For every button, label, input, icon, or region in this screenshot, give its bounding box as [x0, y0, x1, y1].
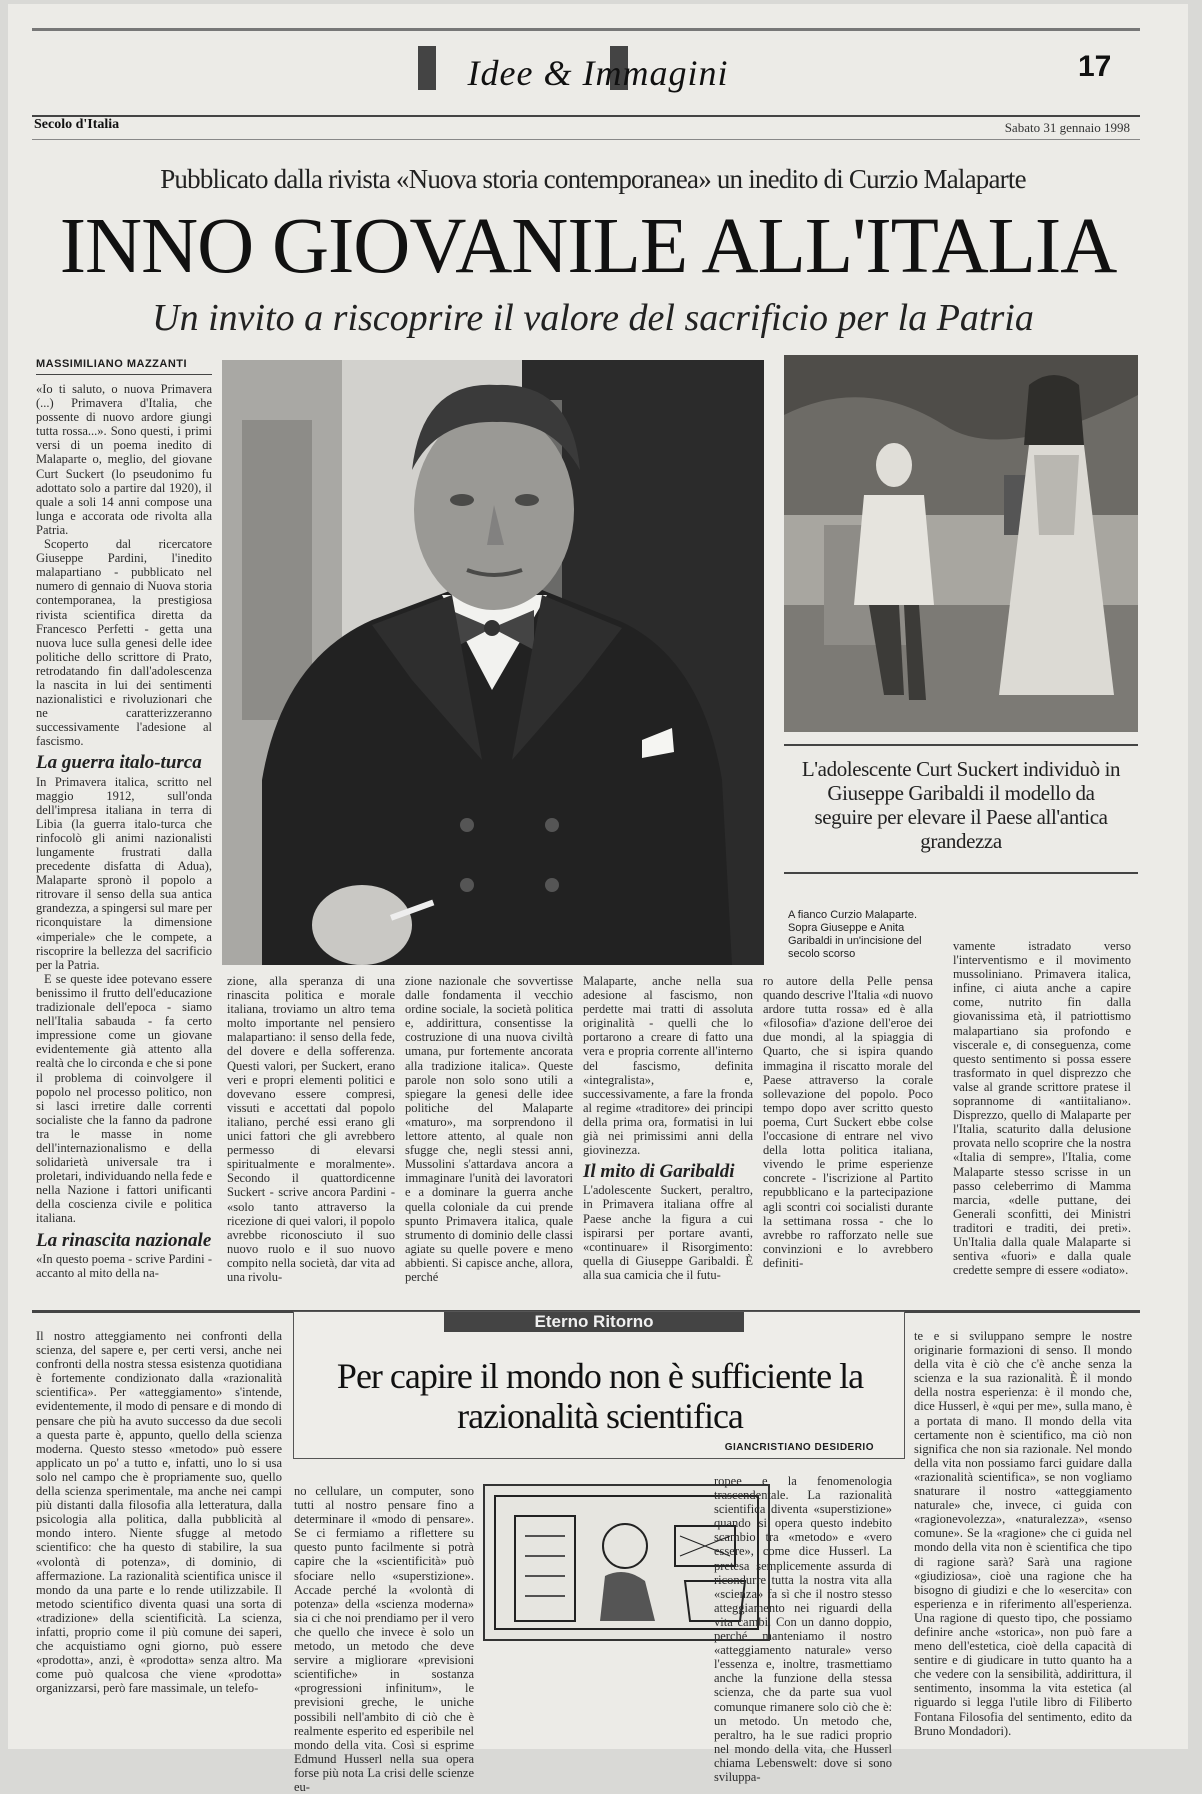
subheading-rinascita: La rinascita nazionale [36, 1229, 212, 1251]
article-column-6 [953, 939, 1131, 1278]
column-text-1 [36, 1329, 282, 1739]
subheadline: Un invito a riscoprire il valore del sacrificio per la Patria [152, 297, 1034, 339]
top-rule [32, 28, 1140, 31]
photo-caption: A fianco Curzio Malaparte. Sopra Giuseppe e Anita Garibaldi in un'incisione del secolo scorso [788, 909, 922, 960]
paragraph: vamente istradato verso l'interventismo e il movimento mussoliniano. Primavera italica, infine, ci aiuta anche a capire come, nutrito fin dalla giovanissima età, il patriottismo malapartiano sia profondo e viscerale e, di conseguenza, come questo sentimento si possa essere trasformato in quel disprezzo che valse al grande scrittore pratese il soprannome di «antiitaliano». Disprezzo, quello di Malaparte per l'Italia, scaturito dalla delusione provata nello scoprire che la nostra «Italia di sempre», l'Italia, come Malaparte stesso scrisse in un passo celeberrimo di Mamma marcia, «delle puttane, dei Generali sconfitti, dei Ministri traditori e traditi, dei preti». Un'Italia dalla quale Malaparte si sentiva «fuori» e dalla quale credette sempre di essere «odiato». [953, 939, 1131, 1278]
article-column-4 [583, 974, 753, 1282]
author-byline: MASSIMILIANO MAZZANTI [36, 358, 188, 370]
engraving-illustration [784, 355, 1138, 732]
portrait-illustration [222, 360, 764, 965]
subheading-italo-turca: La guerra italo-turca [36, 752, 202, 774]
intro-paragraph: «Io ti saluto, o nuova Primavera (...) Primavera d'Italia, che possente di nuovo ardore giungi tutta rossa...». Sono questi, i primi versi di un poema inedito di Malaparte o, meglio, del giovane Curt Suckert (lo pseudonimo fu adottato solo a partire dal 1920), il quale a soli 14 anni compose una lunga e accorata ode rivolta alla Patria. [36, 382, 212, 537]
column-text-3 [714, 1474, 892, 1784]
paragraph: Scoperto dal ricercatore Giuseppe Pardini, l'inedito malapartiano - pubblicato nel numero di gennaio di Nuova storia contemporanea, la prestigiosa rivista scientifica diretta da Francesco Perfetti - getta una nuova luce sulla genesi delle idee politiche dello scrittore di Prato, retrodatando fin dall'adolescenza la nascita in lui dei sentimenti nazionalistici e rivoluzionari che ne caratterizzeranno successivamente l'adesione al fascismo. [36, 537, 212, 749]
paragraph: L'adolescente Suckert, peraltro, in Primavera italiana offre al Paese anche la figura a cui ispirarsi per portare avanti, «continuare» il Risorgimento: quella di Giuseppe Garibaldi. È alla sua camicia che il futu- [583, 1183, 753, 1282]
paragraph: «In questo poema - scrive Pardini - accanto al mito della na- [36, 1251, 212, 1280]
paragraph: zione nazionale che sovvertisse dalle fondamenta il vecchio ordine sociale, la società politica e, addirittura, consentisse la costruzione di una nuova civiltà umana, pur fortemente ancorata alla tradizione italica». Queste parole non solo sono utili a spiegare la genesi delle idee politiche del Malaparte «maturo», ma sorprendono il lettore attento, al quale non sfugge che, negli stessi anni, Mussolini s'attardava ancora a immaginare l'unità dei lavoratori e a dominare la guerra anche quella coloniale da cui prende spunto Primavera italica, quale strumento di dominio delle classi agiate su quelle povere e meno abbienti. Si capisce anche, allora, perché [405, 974, 573, 1284]
newspaper-name: Secolo d'Italia [34, 117, 120, 132]
article-column-2 [227, 974, 395, 1284]
pullquote-rule-bottom [784, 872, 1138, 874]
section-title: Idee & Immagini [467, 53, 729, 93]
column-headline: Per capire il mondo non è sufficiente la razionalità scientifica [336, 1356, 864, 1436]
article-column-1 [36, 382, 212, 1280]
paragraph: no cellulare, un computer, sono tutti al nostro pensare fino a determinare il «modo di pensare». Se ci fermiamo a riflettere su questo punto facilmente si potrà capire che la «scientificità» può sfociare nello «superstizione». Accade perché la «volontà di potenza» della «scienza moderna» sia ci che noi prendiamo per il vero che quello che invece è solo un metodo, un metodo che deve servire a migliorare «previsioni scientifiche» in sostanza «progressioni infinitum», le previsioni greche, le uniche possibili nell'ambito di ciò che è realmente esperito ed esperibile nel mondo della vita. Così si esprime Edmund Husserl nella sua opera forse più nota La crisi delle scienze eu- [294, 1484, 474, 1794]
date-rule [32, 139, 1140, 140]
paragraph: zione, alla speranza di una rinascita politica e morale italiana, troviamo un altro tema molto importante nel pensiero malapartiano: il senso della fede, del dovere e della sofferenza. Questi valori, per Suckert, erano veri e propri elementi politici e dovevano essere compresi, vissuti e accettati dal popolo italiano, perché essi erano gli unici fattori che gli avrebbero permesso di elevarsi spiritualmente e moralmente». Secondo il quattordicenne Suckert - scrive ancora Pardini - «solo tanto attraverso la ricezione di quei valori, il popolo avrebbe riconosciuto il suo nuovo ruolo e il suo nuovo compito nella società, dar vita ad una rivolu- [227, 974, 395, 1284]
garibaldi-engraving [784, 355, 1138, 732]
column-label: Eterno Ritorno [444, 1312, 744, 1332]
paragraph: ro autore della Pelle pensa quando descrive l'Italia «di nuovo ardore tutta rossa» ed è alla «filosofia» d'azione dell'eroe dei due mondi, al la spiaggia di Quarto, che si ispira quando immagina il riscatto morale del Paese attraverso la corale sollevazione del popolo. Poco tempo dopo aver scritto questo poema, Curt Suckert ebbe colse l'occasione di entrare nel vivo della lotta politica italiana, vivendo le prime esperienze concrete - l'iscrizione al Partito repubblicano e la partecipazione agli scontri coi socialisti durante la settimana rossa - che lo avrebbe ro rafforzato nelle sue convinzioni e lo avrebbero definiti- [763, 974, 933, 1270]
column-author: GIANCRISTIANO DESIDERIO [724, 1442, 874, 1453]
column-box [293, 1311, 905, 1459]
issue-date: Sabato 31 gennaio 1998 [1004, 120, 1130, 135]
paragraph: ropee e la fenomenologia trascendentale. La razionalità scientifica diventa «superstizione» quando si opera questo indebito scambio tra «metodo» e «vero essere», come dice Husserl. La pretesa semplicemente assurda di ricondurre tutta la nostra vita alla «scienza» fa sì che il nostro stesso atteggiamento nei riguardi della vita cambi. Con un danno doppio, perché manteniamo il nostro «atteggiamento naturale» verso l'essenza e, inoltre, trasmettiamo anche la funzione della stessa scienza, che da parte sua vuol comunque rimanere solo ciò che è: un metodo. Un metodo che, peraltro, ha le sue radici proprio nel mondo della vita, che Husserl chiama Lebenswelt: dove si sono sviluppa- [714, 1474, 892, 1784]
article-column-3 [405, 974, 573, 1284]
newspaper-page [8, 4, 1188, 1794]
byline-rule [36, 374, 212, 375]
paragraph: te e si sviluppano sempre le nostre originarie formazioni di senso. Il mondo della vita è ciò che c'è anche senza la scienza e la sua razionalità. È il mondo della nostra esperienza: è il mondo che, dice Husserl, è «qui per me», sulla mano, è a portata di mano. Il mondo della vita certamente non è scientifico, ma ciò non significa che non sia razionale. Nel mondo della vita non possiamo farci guidare dalla «razionalità scientifica», se non vogliamo snaturare il nostro «atteggiamento naturale» che, invece, ci guida con «ragionevolezza», «naturalezza», «senso comune». Se la «ragione» che ci guida nel mondo della vita non è scientifica che tipo di ragione sarà? Sarà una ragione «giudiziosa», cioè una ragione che ha bisogno di giudizi e che lo «esercita» con esperienza e in riferimento all'esperienza. Una ragione di questo tipo, che possiamo definire anche «storica», non può fare a meno dell'estetica, cioè della capacità di sentire e di giudicare in tutto quanto ha a che vedere con la sensibilità, addirittura, il sentimento, insomma la vita estetica (al riguardo si legga l'utile libro di Filiberto Fontana Filosofia del sentimento, edito da Bruno Mondadori). [914, 1329, 1132, 1738]
headline: INNO GIOVANILE ALL'ITALIA [59, 203, 1117, 290]
page-number: 17 [1078, 50, 1112, 83]
paragraph: Il nostro atteggiamento nei confronti della scienza, del sapere e, per certi versi, anche nei confronti della nostra stessa esistenza quotidiana è fortemente condizionato dalla «razionalità scientifica». Per «atteggiamento» s'intende, evidentemente, il modo di pensare e di mondo di pensare che più ha avuto successo da due secoli a questa parte è, appunto, quello della scienza moderna. Questo stesso «metodo» può essere applicato un po' a tutto e, infatti, uno lo si usa solo nel campo che è propriamente suo, quello della scienza sperimentale, ma anche nei campi più distanti dalla filosofia alla letteratura, dalla psicologia alla politica, dalla pubblicità al mondo intero. Niente sfugge al metodo scientifico: che ha questo di stabilire, la sua «volontà di potenza», di dominio, di affermazione. La razionalità scientifica unisce il mondo da una parte e lo rende utilizzabile. Il metodo scientifico diventa quasi una sorta di «tradizione» della scientificità. La scienza, infatti, proprio come il più comune dei saperi, che acquistiamo ogni giorno, può essere «prodotta», anzi, è «prodotta» senza altro. Ma come può qualcosa che viene «prodotta» organizzarsi, però fare massimale, un telefo- [36, 1329, 282, 1696]
article-column-5 [763, 974, 933, 1274]
paragraph: E se queste idee potevano essere benissimo il frutto dell'educazione tradizionale dell'epoca - siamo nell'Italia sabauda - fa certo impressione come un giovane evidentemente già attento alla realtà che lo circonda e che si pone il problema di coinvolgere il popolo nel processo politico, non si lasci irretire dalle correnti socialiste che la fanno da padrone tra le masse in nome dell'internazionalismo e della solidarietà universale tra i proletari, individuando nella fede e nella Nazione i fattori unificanti della coscienza civile e politica italiana. [36, 971, 212, 1226]
column-text-4 [914, 1329, 1132, 1739]
malaparte-portrait-photo [222, 360, 764, 965]
kicker: Pubblicato dalla rivista «Nuova storia contemporanea» un inedito di Curzio Malaparte [160, 164, 1026, 194]
section-logo [418, 44, 778, 94]
pullquote-rule-top [784, 744, 1138, 746]
paragraph: Malaparte, anche nella sua adesione al fascismo, non perdette mai tratti di assoluta originalità - quelli che lo portarono a creare di fatto una vera e propria corrente all'interno del fascismo, definita «integralista», e, successivamente, a fare la fronda al regime «traditore» dei principi della prima ora, formatisi in lui già nei primissimi anni della giovinezza. [583, 974, 753, 1158]
subheading-garibaldi: Il mito di Garibaldi [583, 1161, 735, 1183]
paragraph: In Primavera italica, scritto nel maggio 1912, sull'onda dell'impresa italiana in terra di Libia (la guerra italo-turca che rinfocolò gli animi nazionalisti lungamente frustrati dalla precedente disfatta di Adua), Malaparte spronò il popolo a ritrovare il senso della sua antica grandezza, a spingersi sul mare per riconquistare la dimensione «imperiale» che le compete, a riscoprire la bellezza del sacrificio per la Patria. [36, 774, 212, 972]
column-text-2 [294, 1484, 474, 1794]
header-rule [32, 115, 1140, 117]
pullquote: L'adolescente Curt Suckert individuò in Giuseppe Garibaldi il modello da seguire per elevare il Paese all'antica grandezza [801, 757, 1121, 853]
